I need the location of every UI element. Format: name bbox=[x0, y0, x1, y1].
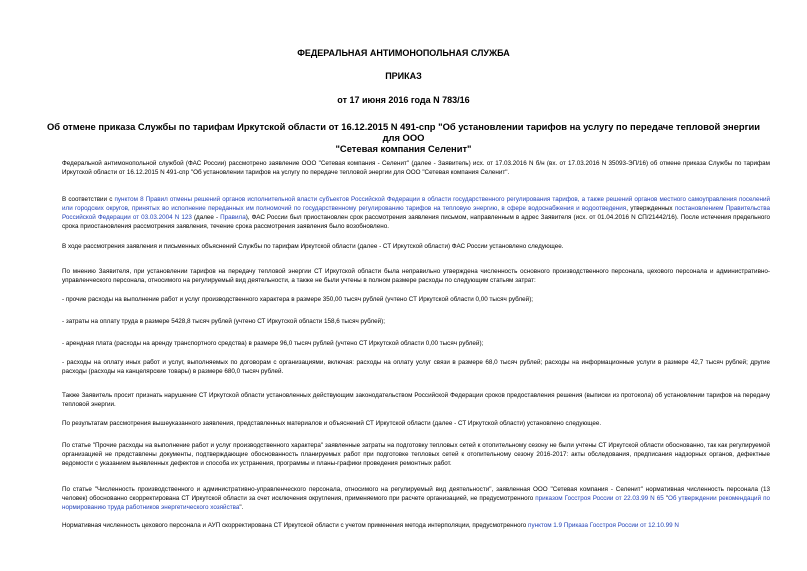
paragraph-11: По статье "Прочие расходы на выполнение работ и услуг производственного характера" заявленные затраты на подготовку тепловых сетей к отопительному сезону не были учтены СТ Иркутской области обоснованно, так как регулируемой организацией не представлены документы, подтверждающие обоснованность планируемых работ при подготовке тепловых сетей к отопительному сезону 2016-2017: акты обследования, предписания надзорных органов, дефектные ведомости с указанием выявленных дефектов и способа их устранения, программы и планы-графики проведения ремонтных работ. bbox=[62, 442, 770, 467]
paragraph-3: В ходе рассмотрения заявления и письменных объяснений Службы по тарифам Иркутской области (далее - СТ Иркутской области) ФАС России установлено следующее. bbox=[62, 243, 564, 250]
paragraph-13: Нормативная численность цехового персонала и АУП скорректирована СТ Иркутской области с учетом применения метода интерполяции, предусмотренного пунктом 1.9 Приказа Госстроя России от 12.10.99 N bbox=[62, 522, 679, 529]
document-title-line-2: "Сетевая компания Селенит" bbox=[335, 143, 472, 154]
document-type: ПРИКАЗ bbox=[385, 71, 422, 81]
document-title bbox=[40, 121, 767, 154]
list-item-other-expenses: - прочие расходы на выполнение работ и услуг производственного характера в размере 350,00 тысяч рублей (учтено СТ Иркутской области 0,00 тысяч рублей); bbox=[62, 296, 534, 303]
paragraph-9: Также Заявитель просит признать нарушение СТ Иркутской области установленных действующим законодательством Российской Федерации сроков предоставления решения (выписки из протокола) об установлении тарифов на передачу тепловой энергии. bbox=[62, 392, 770, 408]
rules-point-8-link[interactable]: пунктом 8 Правил отмены решений органов исполнительной власти субъектов Российской Федерации в области государственного регулирования тарифов, а также решений органов местного самоуправления поселений или городских округов, принятых во исполнение переданных им полномочий по государственному регулированию тарифов на тепловую энергию, в сфере водоснабжения и водоотведения bbox=[62, 196, 770, 212]
government-decree-link[interactable]: постановлением Правительства Российской Федерации от 03.03.2004 N 123 bbox=[62, 205, 770, 221]
rules-link[interactable]: Правила bbox=[220, 214, 246, 221]
paragraph-4: По мнению Заявителя, при установлении тарифов на передачу тепловой энергии СТ Иркутской области была неправильно утверждена численность основного производственного персонала, цехового персонала и административно-управленческого персонала, относимого на регулируемый вид деятельности, а также не были учтены в полном размере расходы по следующим статьям затрат: bbox=[62, 268, 770, 284]
labor-norm-recommendations-link[interactable]: Об утверждении рекомендаций по нормированию труда работников энергетического хозяйства bbox=[62, 495, 770, 511]
paragraph-1: Федеральной антимонопольной службой (ФАС России) рассмотрено заявление ООО "Сетевая компания - Селенит" (далее - Заявитель) исх. от 17.03.2016 N б/н (вх. от 17.03.2016 N 35093-ЭП/16) об отмене приказа Службы по тарифам Иркутской области от 16.12.2015 N 491-спр "Об установлении тарифов на услугу по передаче тепловой энергии для ООО "Сетевая компания Селенит". bbox=[62, 160, 770, 176]
document-date-number: от 17 июня 2016 года N 783/16 bbox=[337, 95, 470, 105]
paragraph-12: По статье "Численность производственного и административно-управленческого персонала, относимого на регулируемый вид деятельности", заявленная ООО "Сетевая компания - Селенит" нормативная численность персонала (13 человек) обоснованно скорректирована СТ Иркутской области за счет исключения округления, применяемого при расчете организацией, не предусмотренного приказом Госстроя России от 22.03.99 N 65 "Об утверждении рекомендаций по нормированию труда работников энергетического хозяйства". bbox=[62, 486, 770, 511]
gosstroy-point-1-9-link[interactable]: пунктом 1.9 Приказа Госстроя России от 12.10.99 N bbox=[528, 522, 679, 529]
paragraph-2: В соответствии с пунктом 8 Правил отмены решений органов исполнительной власти субъектов Российской Федерации в области государственного регулирования тарифов, а также решений органов местного самоуправления поселений или городских округов, принятых во исполнение переданных им полномочий по государственному регулированию тарифов на тепловую энергию, в сфере водоснабжения и водоотведения, утвержденных постановлением Правительства Российской Федерации от 03.03.2004 N 123 (далее - Правила), ФАС России был приостановлен срок рассмотрения заявления письмом, направленным в адрес Заявителя (исх. от 01.04.2016 N СП/21442/16). После истечения предельного срока приостановления рассмотрения заявления, течение срока рассмотрения заявления было возобновлено. bbox=[62, 196, 770, 230]
list-item-rent: - арендная плата (расходы на аренду транспортного средства) в размере 96,0 тысяч рублей (учтено СТ Иркутской области 0,00 тысяч рублей); bbox=[62, 340, 484, 347]
document-title-line-1: Об отмене приказа Службы по тарифам Иркутской области от 16.12.2015 N 491-спр "Об установлении тарифов на услугу по передаче тепловой энергии для ООО bbox=[46, 121, 761, 143]
list-item-other-services: - расходы на оплату иных работ и услуг, выполняемых по договорам с организациями, включая: расходы на оплату услуг связи в размере 68,0 тысяч рублей; расходы на информационные услуги в размере 42,7 тысяч рублей; другие расходы (расходы на канцелярские товары) в размере 680,0 тысяч рублей. bbox=[62, 359, 770, 375]
list-item-labor-costs: - затраты на оплату труда в размере 5428,8 тысяч рублей (учтено СТ Иркутской области 158,6 тысяч рублей); bbox=[62, 318, 386, 325]
gosstroy-order-link[interactable]: приказом Госстроя России от 22.03.99 N 65 bbox=[535, 495, 664, 502]
paragraph-10: По результатам рассмотрения вышеуказанного заявления, представленных материалов и объяснений СТ Иркутской области (далее - СТ Иркутской области) установлено следующее. bbox=[62, 420, 602, 427]
agency-name: ФЕДЕРАЛЬНАЯ АНТИМОНОПОЛЬНАЯ СЛУЖБА bbox=[297, 48, 510, 58]
